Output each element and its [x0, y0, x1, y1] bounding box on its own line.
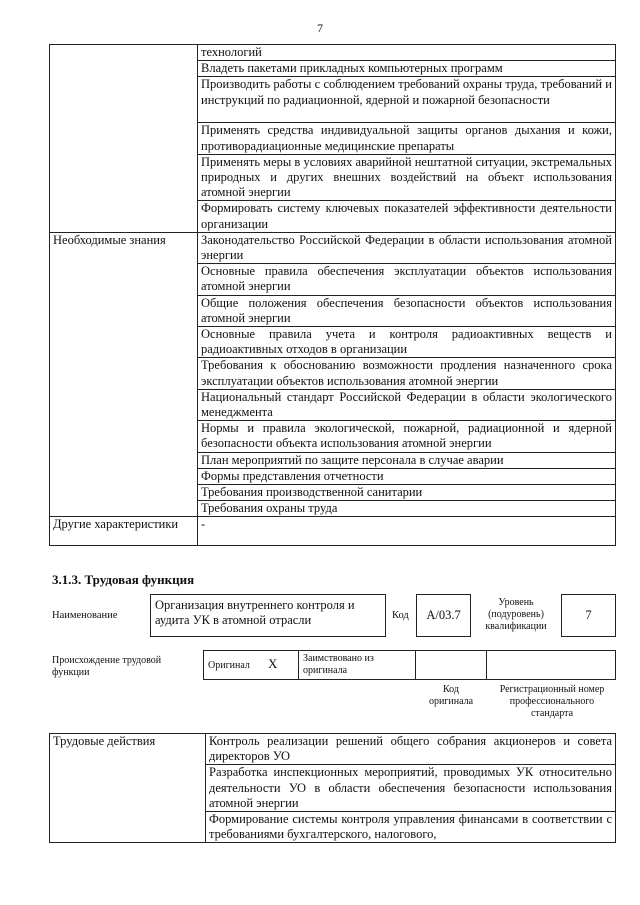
table-row	[50, 232, 616, 263]
code-label: Код	[392, 610, 409, 621]
knowledge-item: План мероприятий по защите персонала в случае аварии	[198, 452, 616, 468]
divider	[486, 650, 487, 680]
knowledge-item: Основные правила учета и контроля радиоактивных веществ и радиоактивных отходов в организации	[198, 327, 616, 358]
knowledge-item: Общие положения обеспечения безопасности объектов использования атомной энергии	[198, 295, 616, 326]
function-name-field: Организация внутреннего контроля и аудита УК в атомной отрасли	[150, 594, 386, 637]
table-row	[50, 734, 616, 765]
skill-item: Применять меры в условиях аварийной нештатной ситуации, экстремальных природных и других внешних воздействий на объект использования атомной энергии	[198, 154, 616, 201]
knowledge-item: Формы представления отчетности	[198, 468, 616, 484]
other-label: Другие характеристики	[50, 517, 198, 546]
original-mark: X	[268, 656, 278, 671]
action-item: Контроль реализации решений общего собрания акционеров и совета директоров УО	[206, 734, 616, 765]
knowledge-item: Нормы и правила экологической, пожарной, радиационной и ядерной безопасности объекта использования атомной энергии	[198, 421, 616, 452]
skill-item: Формировать систему ключевых показателей эффективности деятельности организации	[198, 201, 616, 232]
code-original-label: Код оригинала	[428, 684, 474, 707]
skill-item: Применять средства индивидуальной защиты органов дыхания и кожи, противорадиационные медицинские препараты	[198, 123, 616, 154]
knowledge-item: Требования к обоснованию возможности продления назначенного срока эксплуатации объектов использования атомной энергии	[198, 358, 616, 389]
section-title: 3.1.3. Трудовая функция	[52, 572, 195, 587]
skill-item: технологий	[198, 45, 616, 61]
knowledge-item: Национальный стандарт Российской Федерации в области экологического менеджмента	[198, 389, 616, 420]
original-label: Оригинал	[208, 660, 250, 671]
table-row	[50, 517, 616, 546]
reg-number-label: Регистрационный номер профессионального стандарта	[499, 684, 605, 719]
action-item: Формирование системы контроля управления финансами в соответствии с требованиями бухгалтерского, налогового,	[206, 812, 616, 843]
table-row	[50, 45, 616, 61]
knowledge-label: Необходимые знания	[50, 232, 198, 517]
divider	[298, 650, 299, 680]
page-number: 7	[317, 21, 323, 35]
skills-knowledge-table	[49, 44, 616, 546]
knowledge-item: Основные правила обеспечения эксплуатации объектов использования атомной энергии	[198, 264, 616, 295]
knowledge-item: Законодательство Российской Федерации в области использования атомной энергии	[198, 232, 616, 263]
knowledge-item: Требования производственной санитарии	[198, 485, 616, 501]
skills-label-cell	[50, 45, 198, 233]
divider	[415, 650, 416, 680]
other-value: -	[198, 517, 616, 546]
borrowed-label: Заимствовано из оригинала	[303, 653, 374, 676]
name-label: Наименование	[52, 610, 118, 621]
level-field: 7	[561, 594, 616, 637]
origin-label: Происхождение трудовой функции	[52, 655, 162, 678]
level-label: Уровень (подуровень) квалификации	[485, 597, 547, 632]
actions-label: Трудовые действия	[50, 734, 206, 843]
actions-table	[49, 733, 616, 843]
action-item: Разработка инспекционных мероприятий, проводимых УК относительно деятельности УО в области обеспечения безопасности использования атомной энергии	[206, 765, 616, 812]
skill-item: Владеть пакетами прикладных компьютерных программ	[198, 61, 616, 77]
code-field: A/03.7	[416, 594, 471, 637]
skill-item: Производить работы с соблюдением требований охраны труда, требований и инструкций по радиационной, ядерной и пожарной безопасности	[198, 77, 616, 123]
knowledge-item: Требования охраны труда	[198, 501, 616, 517]
